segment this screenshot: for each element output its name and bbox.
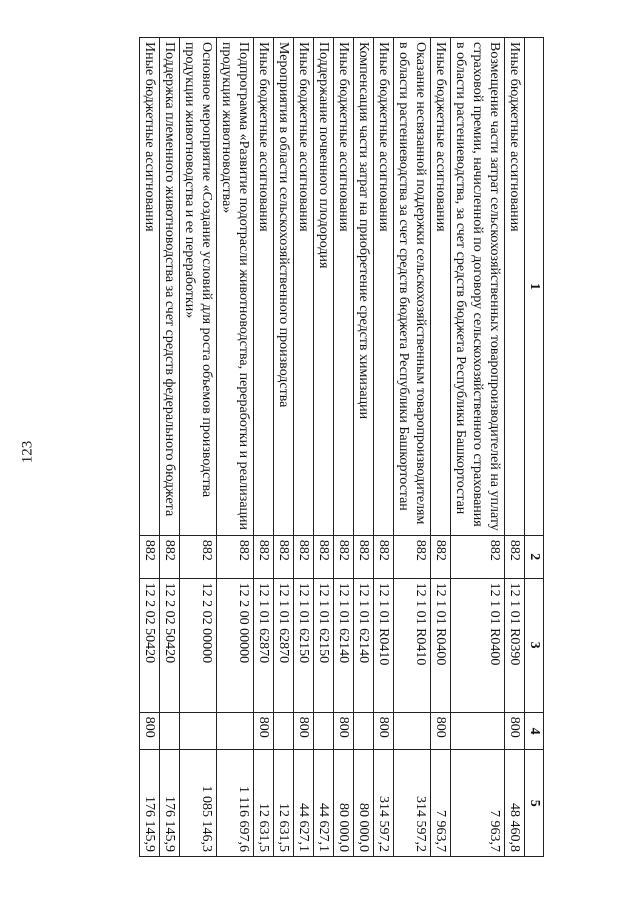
row-code-cell: 12 1 01 62140 <box>334 578 354 712</box>
row-grbs-cell: 882 <box>354 535 374 578</box>
row-amount-cell: 80 000,0 <box>354 750 374 857</box>
row-vr-cell <box>451 712 505 750</box>
row-name-cell: Иные бюджетные ассигнования <box>254 38 274 536</box>
row-vr-cell <box>354 712 374 750</box>
row-name-cell: Возмещение части затрат сельскохозяйственных товаропроизводителей на уплату страховой премии, начисленной по договору сельскохозяйственного страхования в области растениеводства, за счет средств бюджета Республики Башкортостан <box>451 38 505 536</box>
row-code-cell: 12 1 01 62870 <box>274 578 294 712</box>
row-amount-cell: 314 597,2 <box>394 750 431 857</box>
row-vr-cell <box>217 712 254 750</box>
row-code-cell: 12 1 01 R0410 <box>374 578 394 712</box>
row-code-cell: 12 1 01 62870 <box>254 578 274 712</box>
row-name-cell: Иные бюджетные ассигнования <box>505 38 525 536</box>
table-row <box>374 38 394 857</box>
row-vr-cell <box>394 712 431 750</box>
row-vr-cell: 800 <box>374 712 394 750</box>
row-code-cell: 12 2 02 00000 <box>180 578 217 712</box>
row-amount-cell: 314 597,2 <box>374 750 394 857</box>
row-vr-cell: 800 <box>140 712 160 750</box>
page-number: 123 <box>19 440 36 464</box>
row-grbs-cell: 882 <box>505 535 525 578</box>
row-name-cell: Иные бюджетные ассигнования <box>334 38 354 536</box>
table-row <box>334 38 354 857</box>
row-grbs-cell: 882 <box>160 535 180 578</box>
row-vr-cell <box>160 712 180 750</box>
row-code-cell: 12 1 01 R0390 <box>505 578 525 712</box>
table-row <box>354 38 374 857</box>
row-amount-cell: 1 085 146,3 <box>180 750 217 857</box>
row-amount-cell: 7 963,7 <box>451 750 505 857</box>
row-amount-cell: 48 460,8 <box>505 750 525 857</box>
row-amount-cell: 80 000,0 <box>334 750 354 857</box>
row-amount-cell: 44 627,1 <box>294 750 314 857</box>
row-vr-cell: 800 <box>505 712 525 750</box>
row-code-cell: 12 1 01 R0400 <box>451 578 505 712</box>
row-grbs-cell: 882 <box>314 535 334 578</box>
row-code-cell: 12 1 01 62150 <box>294 578 314 712</box>
row-amount-cell: 1 116 697,6 <box>217 750 254 857</box>
row-grbs-cell: 882 <box>217 535 254 578</box>
row-name-cell: Иные бюджетные ассигнования <box>294 38 314 536</box>
table-row <box>140 38 160 857</box>
row-name-cell: Основное мероприятие «Создание условий для роста объемов производства продукции животноводства и ее переработки» <box>180 38 217 536</box>
table-row <box>254 38 274 857</box>
row-amount-cell: 44 627,1 <box>314 750 334 857</box>
header-col-3: 3 <box>525 578 544 712</box>
row-name-cell: Мероприятия в области сельскохозяйственного производства <box>274 38 294 536</box>
table-row <box>180 38 217 857</box>
table-row <box>505 38 525 857</box>
row-vr-cell <box>274 712 294 750</box>
row-name-cell: Поддержка племенного животноводства за счет средств федерального бюджета <box>160 38 180 536</box>
rotated-table-container <box>89 37 544 857</box>
row-code-cell: 12 1 01 62140 <box>354 578 374 712</box>
row-code-cell: 12 2 00 00000 <box>217 578 254 712</box>
row-vr-cell <box>180 712 217 750</box>
table-row <box>217 38 254 857</box>
row-vr-cell <box>314 712 334 750</box>
row-vr-cell: 800 <box>294 712 314 750</box>
row-grbs-cell: 882 <box>140 535 160 578</box>
row-grbs-cell: 882 <box>254 535 274 578</box>
row-grbs-cell: 882 <box>274 535 294 578</box>
header-col-1: 1 <box>525 38 544 536</box>
row-grbs-cell: 882 <box>180 535 217 578</box>
header-col-2: 2 <box>525 535 544 578</box>
row-grbs-cell: 882 <box>431 535 451 578</box>
row-code-cell: 12 2 02 50420 <box>140 578 160 712</box>
budget-table <box>139 37 544 857</box>
row-name-cell: Компенсация части затрат на приобретение средств химизации <box>354 38 374 536</box>
row-name-cell: Иные бюджетные ассигнования <box>374 38 394 536</box>
header-col-5: 5 <box>525 750 544 857</box>
row-code-cell: 12 2 02 50420 <box>160 578 180 712</box>
row-grbs-cell: 882 <box>334 535 354 578</box>
row-grbs-cell: 882 <box>451 535 505 578</box>
row-vr-cell: 800 <box>431 712 451 750</box>
row-code-cell: 12 1 01 R0400 <box>431 578 451 712</box>
row-vr-cell: 800 <box>334 712 354 750</box>
row-name-cell: Поддержание почвенного плодородия <box>314 38 334 536</box>
row-name-cell: Иные бюджетные ассигнования <box>140 38 160 536</box>
table-header-row <box>525 38 544 857</box>
row-grbs-cell: 882 <box>374 535 394 578</box>
row-amount-cell: 176 145,9 <box>160 750 180 857</box>
row-name-cell: Иные бюджетные ассигнования <box>431 38 451 536</box>
row-name-cell: Оказание несвязанной поддержки сельскохозяйственным товаропроизводителям в области растениеводства за счет средств бюджета Республики Башкортостан <box>394 38 431 536</box>
row-amount-cell: 12 631,5 <box>254 750 274 857</box>
row-amount-cell: 176 145,9 <box>140 750 160 857</box>
header-col-4: 4 <box>525 712 544 750</box>
row-name-cell: Подпрограмма «Развитие подотрасли животноводства, переработки и реализации продукции животноводства» <box>217 38 254 536</box>
row-code-cell: 12 1 01 62150 <box>314 578 334 712</box>
row-amount-cell: 7 963,7 <box>431 750 451 857</box>
table-row <box>160 38 180 857</box>
table-body <box>140 38 525 857</box>
row-amount-cell: 12 631,5 <box>274 750 294 857</box>
table-row <box>394 38 431 857</box>
table-row <box>274 38 294 857</box>
row-code-cell: 12 1 01 R0410 <box>394 578 431 712</box>
row-grbs-cell: 882 <box>294 535 314 578</box>
table-row <box>451 38 505 857</box>
table-row <box>314 38 334 857</box>
table-row <box>294 38 314 857</box>
row-grbs-cell: 882 <box>394 535 431 578</box>
table-row <box>431 38 451 857</box>
row-vr-cell: 800 <box>254 712 274 750</box>
